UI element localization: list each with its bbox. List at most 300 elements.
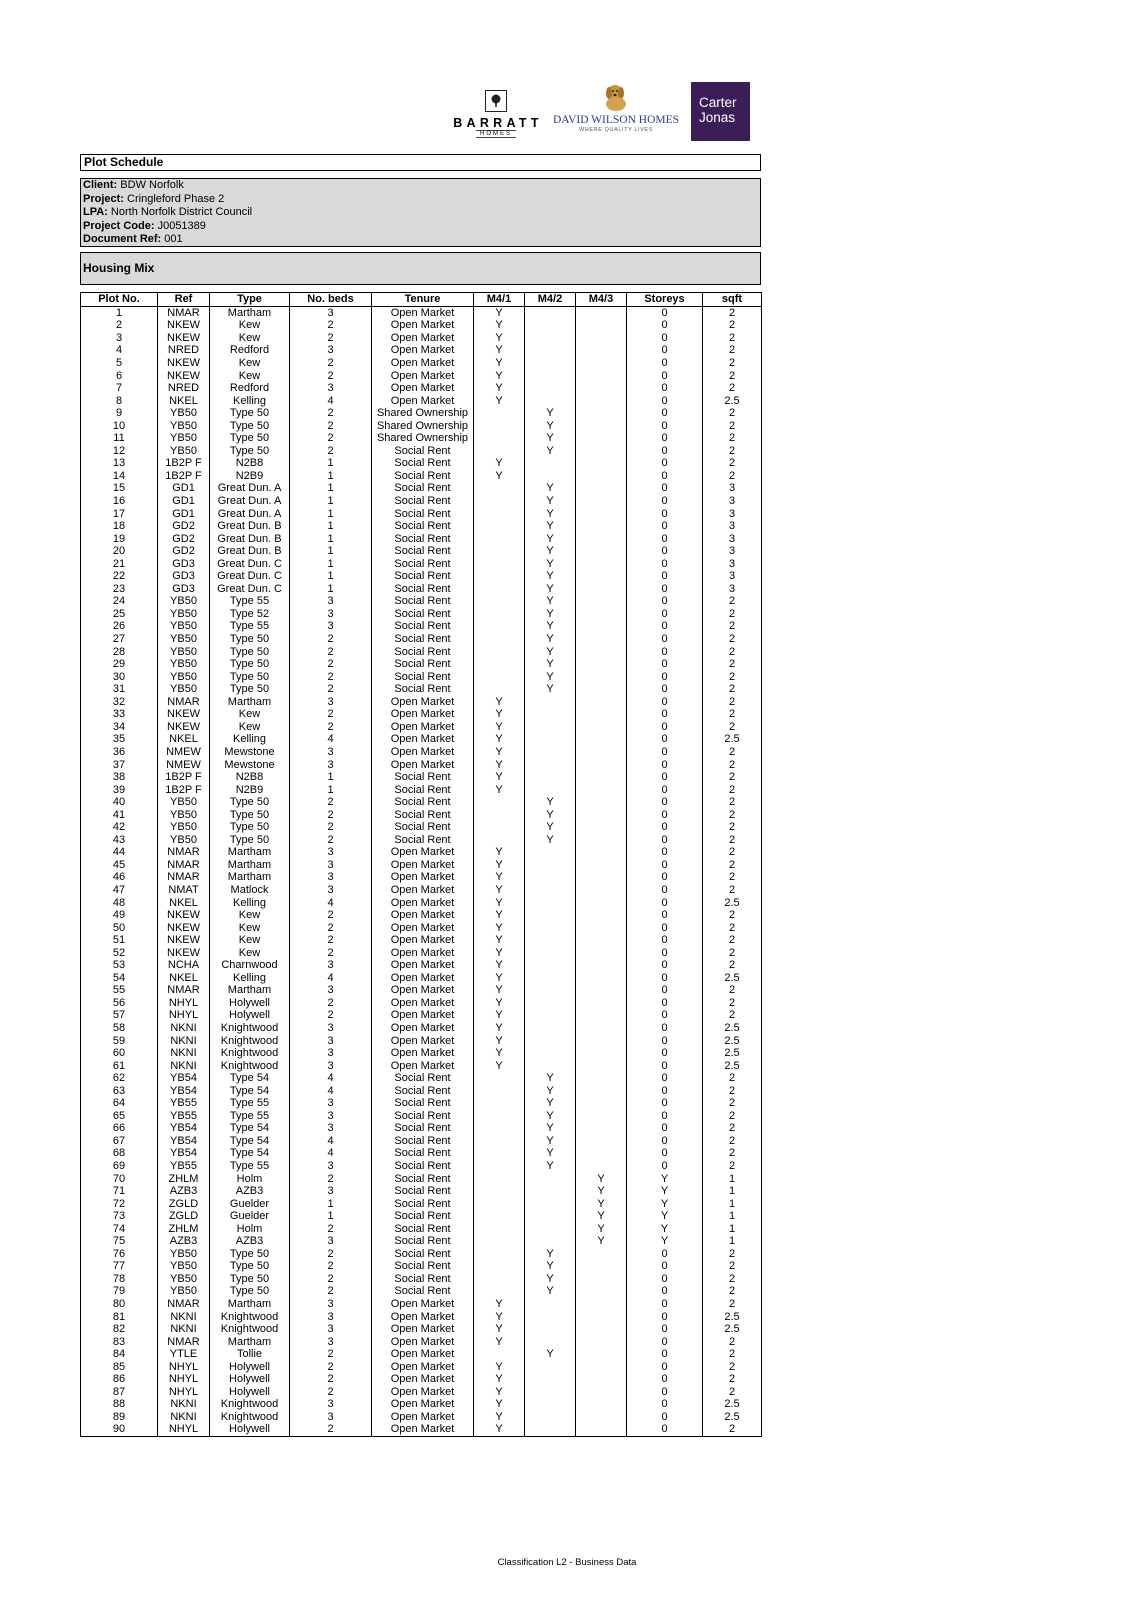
table-cell: Type 50 [210,432,290,445]
table-cell: 42 [81,821,158,834]
table-cell: 0 [627,909,703,922]
table-cell [576,984,627,997]
table-cell: 2 [703,696,762,709]
table-row [81,859,762,872]
table-cell: 0 [627,495,703,508]
table-cell [474,507,525,520]
table-cell: 0 [627,997,703,1010]
table-cell: Y [525,1072,576,1085]
table-cell: 3 [290,758,372,771]
table-row [81,708,762,721]
table-cell [576,1122,627,1135]
table-cell: 2 [290,934,372,947]
table-cell: Martham [210,306,290,319]
table-cell: 2 [703,1298,762,1311]
table-cell: NMAR [158,984,210,997]
table-cell: 0 [627,620,703,633]
table-cell: 2 [703,834,762,847]
table-cell [576,733,627,746]
table-cell: NKEL [158,733,210,746]
table-cell: 0 [627,946,703,959]
table-cell: 74 [81,1222,158,1235]
table-cell: Y [474,696,525,709]
table-cell: 79 [81,1285,158,1298]
table-cell: NHYL [158,997,210,1010]
table-cell: Y [525,557,576,570]
table-cell: 0 [627,658,703,671]
table-cell: Type 50 [210,1273,290,1286]
table-cell: Y [474,1411,525,1424]
table-cell: 2 [703,633,762,646]
table-cell: Y [474,997,525,1010]
table-cell: Type 54 [210,1147,290,1160]
table-cell [525,696,576,709]
table-cell: Y [474,332,525,345]
table-cell: 3 [290,1097,372,1110]
table-cell: 48 [81,896,158,909]
table-cell: 0 [627,1285,703,1298]
table-cell: YB50 [158,796,210,809]
table-cell: Y [474,859,525,872]
table-row [81,369,762,382]
table-row [81,1122,762,1135]
table-cell: 2 [290,721,372,734]
table-cell: 3 [703,570,762,583]
table-cell: 0 [627,859,703,872]
table-cell: Social Rent [372,1172,474,1185]
table-cell: 0 [627,1022,703,1035]
table-cell: 46 [81,871,158,884]
table-cell [474,1348,525,1361]
table-cell: Open Market [372,746,474,759]
table-cell: NKEW [158,357,210,370]
table-cell: Open Market [372,946,474,959]
table-cell: Social Rent [372,1147,474,1160]
table-cell: Open Market [372,708,474,721]
table-cell: Social Rent [372,545,474,558]
table-cell: Type 55 [210,1160,290,1173]
table-cell [576,1160,627,1173]
table-cell: Kew [210,921,290,934]
table-cell: NKNI [158,1398,210,1411]
table-row [81,357,762,370]
table-cell: Y [474,1423,525,1436]
table-cell: 1 [703,1185,762,1198]
table-cell: Great Dun. B [210,520,290,533]
table-cell: 1 [290,771,372,784]
table-cell: Kew [210,946,290,959]
table-cell: Y [474,1298,525,1311]
dog-icon [601,84,631,112]
logo-strip [446,82,752,142]
table-row [81,507,762,520]
table-cell [576,1335,627,1348]
table-cell [576,507,627,520]
table-cell: 2 [703,670,762,683]
table-cell: 2 [703,470,762,483]
table-cell: Type 50 [210,1285,290,1298]
table-cell: 1 [290,507,372,520]
table-cell: 2 [703,758,762,771]
table-cell: Y [525,1097,576,1110]
table-cell: Y [474,896,525,909]
table-cell: Y [474,1360,525,1373]
table-cell: Y [525,520,576,533]
table-cell: 3 [290,1398,372,1411]
table-cell: YB50 [158,683,210,696]
table-cell: Open Market [372,1373,474,1386]
column-header: M4/3 [576,293,627,307]
table-cell: 0 [627,1360,703,1373]
table-cell: Shared Ownership [372,432,474,445]
table-cell [474,432,525,445]
table-row [81,495,762,508]
table-cell: Y [525,796,576,809]
table-cell [576,532,627,545]
table-cell: 2 [703,319,762,332]
table-cell [474,1273,525,1286]
table-cell: 90 [81,1423,158,1436]
table-cell: Y [474,1386,525,1399]
table-cell: Social Rent [372,1185,474,1198]
table-cell: YB50 [158,620,210,633]
table-cell: 87 [81,1386,158,1399]
table-cell [525,306,576,319]
table-cell [576,344,627,357]
table-cell: 67 [81,1135,158,1148]
table-cell: NKNI [158,1310,210,1323]
table-row [81,1009,762,1022]
table-cell [525,1034,576,1047]
table-cell: NHYL [158,1373,210,1386]
table-row [81,1160,762,1173]
table-cell: 6 [81,369,158,382]
table-cell: Type 50 [210,834,290,847]
table-cell [474,570,525,583]
table-cell: Open Market [372,997,474,1010]
table-cell: 4 [290,1084,372,1097]
table-cell: 45 [81,859,158,872]
table-cell [525,733,576,746]
table-cell [576,445,627,458]
table-cell: NKEW [158,909,210,922]
table-cell: Charnwood [210,959,290,972]
table-row [81,1348,762,1361]
table-cell: 0 [627,733,703,746]
table-cell: 2 [703,1160,762,1173]
column-header: sqft [703,293,762,307]
table-cell [525,1235,576,1248]
table-cell: 0 [627,557,703,570]
table-row [81,595,762,608]
table-cell: AZB3 [158,1235,210,1248]
table-cell: 2 [703,997,762,1010]
table-cell: Kew [210,319,290,332]
table-cell [576,670,627,683]
table-cell [576,394,627,407]
table-row [81,382,762,395]
table-cell: 66 [81,1122,158,1135]
table-cell [576,658,627,671]
table-cell: 0 [627,921,703,934]
table-cell: NKNI [158,1323,210,1336]
table-header [81,293,762,307]
table-cell: Open Market [372,934,474,947]
table-cell [576,834,627,847]
table-cell: Y [525,482,576,495]
table-cell: Open Market [372,1310,474,1323]
table-cell: 0 [627,507,703,520]
table-cell [474,645,525,658]
table-cell: 2 [703,369,762,382]
table-cell: NMAR [158,1298,210,1311]
table-cell [525,1360,576,1373]
table-cell: 2 [703,1122,762,1135]
table-cell: Kelling [210,733,290,746]
table-cell: Type 55 [210,620,290,633]
table-cell: YTLE [158,1348,210,1361]
table-cell: Open Market [372,884,474,897]
table-cell: Social Rent [372,1260,474,1273]
table-cell: Open Market [372,959,474,972]
table-cell: Y [525,545,576,558]
table-cell: 39 [81,783,158,796]
table-cell: Y [474,733,525,746]
table-cell: YB54 [158,1147,210,1160]
table-row [81,583,762,596]
table-row [81,721,762,734]
table-row [81,633,762,646]
table-cell: 1 [703,1172,762,1185]
table-cell [474,1160,525,1173]
table-cell: 2 [703,921,762,934]
table-cell: 2.5 [703,1034,762,1047]
table-cell: 2 [703,846,762,859]
table-cell: 8 [81,394,158,407]
table-cell: Holywell [210,1373,290,1386]
table-cell [474,658,525,671]
table-cell: 2 [703,1110,762,1123]
table-cell [525,1009,576,1022]
table-cell: 72 [81,1197,158,1210]
table-row [81,1072,762,1085]
table-cell: 2 [703,796,762,809]
table-cell: 2 [703,1084,762,1097]
table-row [81,570,762,583]
table-cell [474,1235,525,1248]
table-cell: Y [627,1235,703,1248]
table-cell [576,570,627,583]
table-cell: Open Market [372,1360,474,1373]
table-cell [474,1260,525,1273]
table-cell: 0 [627,1373,703,1386]
table-cell: 3 [703,545,762,558]
table-cell: Y [525,1135,576,1148]
column-header: Plot No. [81,293,158,307]
table-row [81,306,762,319]
table-cell: 13 [81,457,158,470]
table-cell [525,1310,576,1323]
table-cell [474,1122,525,1135]
table-cell: 27 [81,633,158,646]
table-cell [525,972,576,985]
table-cell: Redford [210,344,290,357]
table-cell: N2B8 [210,457,290,470]
table-cell: 1B2P F [158,771,210,784]
table-cell [525,871,576,884]
table-cell: 2.5 [703,1047,762,1060]
table-cell: 44 [81,846,158,859]
table-cell: YB50 [158,432,210,445]
table-cell: Y [525,419,576,432]
table-cell: 0 [627,1386,703,1399]
table-cell [525,984,576,997]
table-cell: 2.5 [703,1310,762,1323]
table-cell: Holywell [210,1423,290,1436]
table-cell: Y [474,708,525,721]
table-cell: YB54 [158,1135,210,1148]
table-cell [576,758,627,771]
table-cell: 0 [627,670,703,683]
table-cell: 11 [81,432,158,445]
table-cell: 21 [81,557,158,570]
table-cell: Knightwood [210,1047,290,1060]
table-row [81,482,762,495]
table-row [81,796,762,809]
table-cell [525,921,576,934]
table-cell: YB55 [158,1097,210,1110]
table-cell [525,859,576,872]
table-cell: 1 [290,470,372,483]
table-cell: Y [474,1335,525,1348]
table-cell: Kew [210,357,290,370]
table-cell: 3 [290,1411,372,1424]
table-cell: NMEW [158,758,210,771]
table-row [81,608,762,621]
table-cell: 0 [627,1072,703,1085]
table-cell: Shared Ownership [372,419,474,432]
table-cell [525,369,576,382]
table-cell: 71 [81,1185,158,1198]
table-cell: Y [525,620,576,633]
table-cell [576,482,627,495]
table-cell: Open Market [372,859,474,872]
table-cell [525,1335,576,1348]
table-cell: NMEW [158,746,210,759]
table-cell: Social Rent [372,796,474,809]
table-cell: 2 [703,909,762,922]
table-cell: 2 [290,319,372,332]
table-cell [576,520,627,533]
table-cell [525,1298,576,1311]
table-cell: 2 [290,432,372,445]
footer-classification: Classification L2 - Business Data [497,1557,637,1568]
table-cell: NHYL [158,1009,210,1022]
table-cell: 55 [81,984,158,997]
table-cell: 19 [81,532,158,545]
table-cell: NKEW [158,332,210,345]
table-cell: 2 [703,1260,762,1273]
table-cell: Y [474,1047,525,1060]
table-cell: 49 [81,909,158,922]
table-row [81,1235,762,1248]
table-cell: 3 [703,520,762,533]
table-cell: 0 [627,708,703,721]
table-cell [474,1285,525,1298]
table-cell: Open Market [372,1398,474,1411]
table-cell [525,1022,576,1035]
table-cell: Y [525,645,576,658]
table-cell [576,1411,627,1424]
client-line: Client: BDW Norfolk [83,179,184,191]
table-cell: NRED [158,344,210,357]
table-cell: 3 [290,859,372,872]
table-cell: 77 [81,1260,158,1273]
table-cell: YB50 [158,821,210,834]
table-cell: 2 [703,658,762,671]
table-cell: 35 [81,733,158,746]
table-cell: 16 [81,495,158,508]
table-cell: Social Rent [372,645,474,658]
table-cell: Y [576,1210,627,1223]
table-cell: 2 [703,683,762,696]
table-cell: Y [474,319,525,332]
table-cell: NKEW [158,721,210,734]
table-cell [576,1009,627,1022]
table-cell: Type 55 [210,1097,290,1110]
table-cell: Great Dun. A [210,507,290,520]
table-cell: 2 [290,796,372,809]
table-cell [474,520,525,533]
table-cell: 2 [290,909,372,922]
table-cell [576,633,627,646]
table-row [81,394,762,407]
table-cell: 28 [81,645,158,658]
table-cell: Open Market [372,1298,474,1311]
table-cell: 3 [290,746,372,759]
table-cell: Type 54 [210,1072,290,1085]
table-cell: Open Market [372,721,474,734]
table-cell: 1 [703,1235,762,1248]
section-title: Housing Mix [80,252,761,285]
table-cell: Y [627,1172,703,1185]
table-cell: 0 [627,683,703,696]
table-row [81,1222,762,1235]
table-cell: GD3 [158,583,210,596]
table-cell: 0 [627,1122,703,1135]
table-cell: YB55 [158,1110,210,1123]
table-cell: 0 [627,1423,703,1436]
table-cell: Y [474,457,525,470]
table-cell: Y [576,1222,627,1235]
carter-jonas-logo: Carter Jonas [691,82,750,141]
table-row [81,470,762,483]
table-cell: Social Rent [372,834,474,847]
table-cell: 62 [81,1072,158,1085]
table-cell [525,457,576,470]
table-cell: 2 [703,1360,762,1373]
table-cell: 88 [81,1398,158,1411]
table-cell: 2 [290,683,372,696]
table-cell [474,1110,525,1123]
table-cell: 61 [81,1059,158,1072]
table-row [81,319,762,332]
table-cell: 31 [81,683,158,696]
table-cell: Y [525,445,576,458]
table-cell: 18 [81,520,158,533]
table-cell: Type 50 [210,796,290,809]
table-cell: 2 [703,1135,762,1148]
